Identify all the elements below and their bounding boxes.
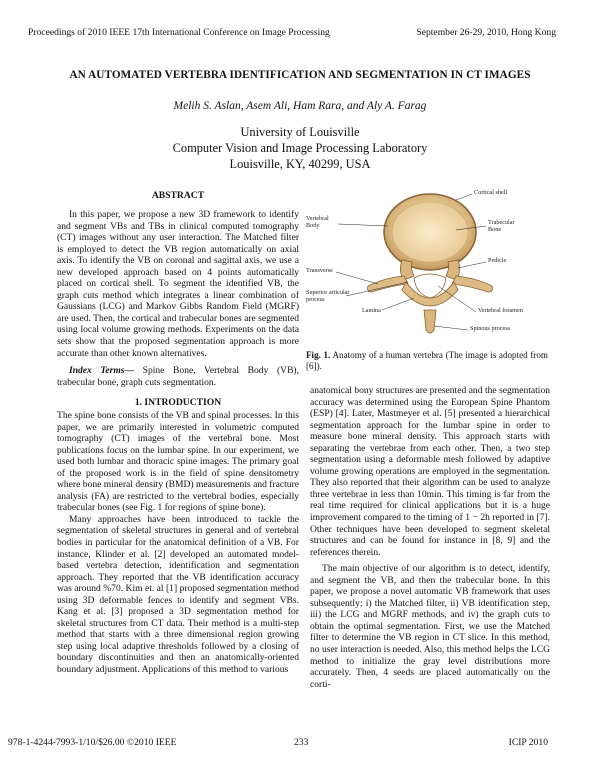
spinous-process-shape — [424, 310, 436, 333]
index-terms-text: Spine Bone, Vertebral Body (VB), trabecular bone, graph cuts segmentation. — [57, 365, 299, 388]
label-pedicle: Pedicle — [488, 257, 507, 264]
abstract-body — [57, 209, 299, 359]
label-trabecular-bone: Trabecular Bone — [488, 219, 515, 233]
abstract-heading: ABSTRACT — [151, 190, 205, 201]
footer-conference: ICIP 2010 — [508, 737, 548, 748]
abstract-text: In this paper, we propose a new 3D framework to identify and segment VBs and TBs in clinical computed tomography (CT) images without any user interaction. The Matched filter is employed to detect the VB region automatically on axial axis. To identify the VB on coronal and sagittal axis, we use a new developed approach based on 4 points automatically placed on cortical shell. To segment the identified VB, the graph cuts method which integrates a linear combination of Gaussians (LCG) and Markov Gibbs Random Field (MGRF) are used. Then, the cortical and trabecular bones are segmented using local volume growing methods. Experiments on the data sets show that the proposed segmentation approach is more accurate than other known alternatives. — [57, 209, 299, 359]
trabecular-bone-shape — [392, 202, 468, 262]
vertebra-figure — [306, 186, 552, 338]
label-superior-articular: Superior articular process — [306, 289, 350, 303]
label-transverse: Transverse — [306, 267, 333, 274]
right-paragraph-1: anatomical bony structures are presented and the segmentation accuracy was determined using the European Spine Phantom (ESP) [4]. Later, Mastmeyer et al. [5] presented a hierarchical segmentation approach for the lumbar spine in order to measure bone mineral density. This approach starts with separating the vertebrae from each other. Then, a two step segmentation using a deformable mesh followed by adaptive volume growing operations are employed in the segmentation. They also reported that their algorithm can be used to analyze three vertebrae in less than 10min. This timing is far from the real time required for clinical applications but it is a huge improvement compared to the timing of 1 − 2h reported in [7]. Other techniques have been developed to segment skeletal structures and can be found for instance in [8, 9] and the references therein. — [310, 385, 550, 558]
running-header-right: September 26-29, 2010, Hong Kong — [416, 27, 556, 38]
page-number: 233 — [294, 737, 309, 748]
figure-caption-label: Fig. 1. — [306, 350, 331, 360]
running-header-left: Proceedings of 2010 IEEE 17th International Conference on Image Processing — [28, 27, 330, 38]
label-spinous-process: Spinous process — [470, 325, 511, 332]
right-paragraph-2: The main objective of our algorithm is to detect, identify, and segment the VB, and then the trabecular bone. In this paper, we propose a novel automatic VB framework that uses subsequently; i) the Matched filter, ii) VB identification step, iii) the LCG and MGRF methods, and iv) the graph cuts to obtain the optimal segmentation. First, we use the Matched filter to determine the VB region in CT slice. In this method, no user interaction is needed. Also, this method helps the LCG method to initialize the gray level distributions more accurately. Then, 4 seeds are placed automatically on the corti- — [310, 563, 550, 690]
footer-copyright: 978-1-4244-7993-1/10/$26.00 ©2010 IEEE — [8, 737, 177, 748]
label-lamina: Lamina — [362, 307, 381, 314]
introduction-heading: 1. INTRODUCTION — [134, 397, 222, 408]
affiliation-line-2: Computer Vision and Image Processing Laboratory — [172, 141, 428, 155]
vertebra-illustration — [306, 186, 552, 338]
figure-caption — [306, 350, 548, 372]
affiliation-line-3: Louisville, KY, 40299, USA — [229, 157, 371, 171]
affiliation — [0, 124, 600, 172]
label-vertebral-foramen: Vertebral foramen — [478, 307, 523, 314]
label-vertebral-body: Vertebral Body — [306, 215, 329, 229]
right-column-body — [310, 385, 550, 690]
index-terms-label: Index Terms— — [69, 365, 135, 376]
authors: Melih S. Aslan, Asem Ali, Ham Rara, and Aly A. Farag — [173, 100, 427, 112]
introduction-body — [57, 410, 299, 676]
figure-caption-text: Anatomy of a human vertebra (The image is adopted from [6]). — [306, 350, 549, 371]
intro-paragraph-2: Many approaches have been introduced to tackle the segmentation of skeletal structures in general and of vertebral bodies in particular for the anatomical definition of a VB. For instance, Klinder et al. [2] developed an automated model-based vertebra detection, identification and segmentation approach. They reported that the VB identification accuracy was around %70. Kim et. al [1] proposed segmentation method using 3D deformable fences to identify and segment VBs. Kang et al. [3] proposed a 3D segmentation method for skeletal structures from CT data. Their method is a multi-step method that starts with a three dimensional region growing step using local adaptive thresholds followed by a closing of boundary discontinuities and then an anatomically-oriented boundary adjustment. Applications of this method to various — [57, 513, 299, 676]
intro-paragraph-1: The spine bone consists of the VB and spinal processes. In this paper, we are primarily interested in volumetric computed tomography (CT) images of the vertebral bone. Most publications focus on the lumbar spine. In our experiment, we used both lumbar and thoracic spine images. The primary goal of the proposed work is in the field of spine densitometry where bone mineral density (BMD) measurements and fracture analysis (FA) are restricted to the vertebral bodies, especially trabecular bones (see Fig. 1 for regions of spine bone). — [57, 410, 299, 514]
affiliation-line-1: University of Louisville — [240, 125, 360, 139]
paper-title: AN AUTOMATED VERTEBRA IDENTIFICATION AND SEGMENTATION IN CT IMAGES — [69, 69, 531, 81]
index-terms — [57, 365, 299, 388]
label-cortical-shell: Cortical shell — [474, 189, 508, 196]
